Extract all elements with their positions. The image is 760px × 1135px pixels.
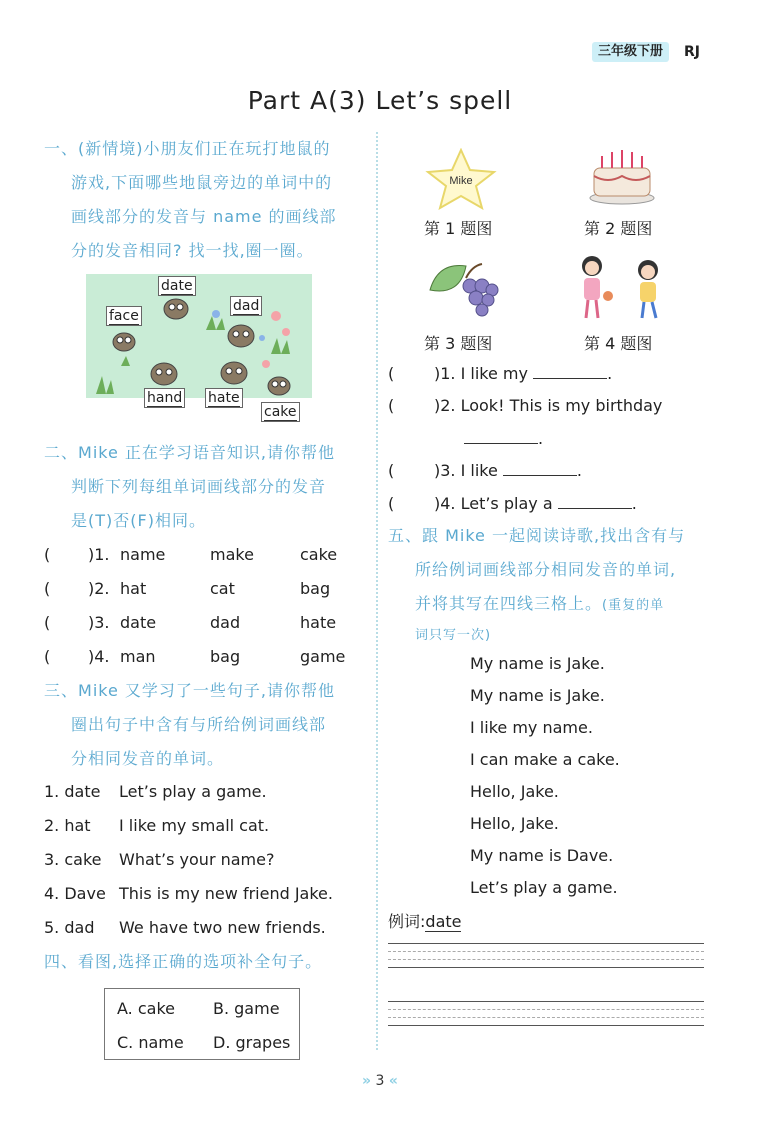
grade-badge: 三年级下册 <box>592 42 669 62</box>
answer-blank[interactable] <box>533 363 607 379</box>
q3-rows <box>44 775 364 945</box>
mole-illustration <box>86 274 312 398</box>
q3-line-2: 圈出句子中含有与所给例词画线部 <box>71 715 327 734</box>
writing-lines-2[interactable] <box>388 1001 704 1033</box>
option-a: A. cake <box>117 999 175 1018</box>
poem-line: Hello, Jake. <box>470 782 559 801</box>
q2-block <box>44 436 335 538</box>
word-card-date: date <box>158 276 196 296</box>
poem-line: My name is Dave. <box>470 846 614 865</box>
q1-block <box>44 132 337 268</box>
q1-line-1: 一、(新情境)小朋友们正在玩打地鼠的 <box>44 139 331 158</box>
answer-blank[interactable] <box>558 493 632 509</box>
q1-line-3: 画线部分的发音与 name 的画线部 <box>71 207 337 226</box>
birthday-cake-picture <box>588 146 656 206</box>
answer-blank[interactable] <box>464 428 538 444</box>
option-c: C. name <box>117 1033 184 1052</box>
q2-line-1: 二、Mike 正在学习语音知识,请你帮他 <box>44 443 335 462</box>
star-picture <box>424 148 498 210</box>
pic-caption-4: 第 4 题图 <box>584 334 653 353</box>
q2-row: ( )3. date dad hate <box>44 613 337 632</box>
q2-rows <box>44 538 364 674</box>
q4-heading: 四、看图,选择正确的选项补全句子。 <box>44 952 323 971</box>
word-card-face: face <box>106 306 142 326</box>
poem-line: My name is Jake. <box>470 654 605 673</box>
writing-lines-1[interactable] <box>388 943 704 975</box>
q3-row: 1. date Let’s play a game. <box>44 782 267 801</box>
word-card-hand: hand <box>144 388 185 408</box>
q2-row: ( )1. name make cake <box>44 545 338 564</box>
example-word: 例词:date <box>388 912 462 931</box>
star-name-label: Mike <box>449 175 473 187</box>
q5-line-2: 所给例词画线部分相同发音的单词, <box>415 560 677 579</box>
grapes-picture <box>426 256 500 320</box>
word-card-cake: cake <box>261 402 300 422</box>
edition-label: RJ <box>684 44 700 60</box>
word-card-dad: dad <box>230 296 262 316</box>
q5-block <box>388 519 718 649</box>
whack-a-mole-picture <box>86 274 312 420</box>
poem-line: I can make a cake. <box>470 750 620 769</box>
option-d: D. grapes <box>213 1033 291 1052</box>
q3-row: 2. hat I like my small cat. <box>44 816 270 835</box>
poem-line: Hello, Jake. <box>470 814 559 833</box>
q5-line-1: 五、跟 Mike 一起阅读诗歌,找出含有与 <box>388 526 686 545</box>
poem-line: I like my name. <box>470 718 593 737</box>
q2-row: ( )2. hat cat bag <box>44 579 331 598</box>
page-number: » 3 « <box>362 1073 398 1089</box>
pic-caption-2: 第 2 题图 <box>584 219 653 238</box>
q3-row: 3. cake What’s your name? <box>44 850 275 869</box>
q1-line-2: 游戏,下面哪些地鼠旁边的单词中的 <box>71 173 333 192</box>
q3-line-1: 三、Mike 又学习了一些句子,请你帮他 <box>44 681 335 700</box>
q4-item-4: ( )4. Let’s play a . <box>388 494 637 513</box>
poem <box>470 648 620 904</box>
q3-row: 5. dad We have two new friends. <box>44 918 326 937</box>
q4-item-2-blank: . <box>464 422 543 456</box>
q1-line-4: 分的发音相同? 找一找,圈一圈。 <box>71 241 314 260</box>
q2-line-2: 判断下列每组单词画线部分的发音 <box>71 477 327 496</box>
pic-caption-1: 第 1 题图 <box>424 219 493 238</box>
option-b: B. game <box>213 999 280 1018</box>
pic-caption-3: 第 3 题图 <box>424 334 493 353</box>
q2-line-3: 是(T)否(F)相同。 <box>71 511 206 530</box>
q4-item-1: ( )1. I like my . <box>388 364 613 383</box>
q3-line-3: 分相同发音的单词。 <box>71 749 225 768</box>
poem-line: Let’s play a game. <box>470 878 618 897</box>
q4-item-2: ( )2. Look! This is my birthday <box>388 396 663 415</box>
q5-line-3: 并将其写在四线三格上。(重复的单 <box>415 594 665 613</box>
children-ball-picture <box>574 252 670 322</box>
q2-row: ( )4. man bag game <box>44 647 346 666</box>
q3-block <box>44 674 335 776</box>
answer-blank[interactable] <box>503 460 577 476</box>
q4-options-box <box>104 988 300 1060</box>
page-title: Part A(3) Let’s spell <box>247 86 513 115</box>
q5-line-4: 词只写一次) <box>415 628 492 643</box>
poem-line: My name is Jake. <box>470 686 605 705</box>
word-card-hate: hate <box>205 388 243 408</box>
q4-item-3: ( )3. I like . <box>388 461 583 480</box>
column-divider <box>376 132 378 1050</box>
q3-row: 4. Dave This is my new friend Jake. <box>44 884 333 903</box>
